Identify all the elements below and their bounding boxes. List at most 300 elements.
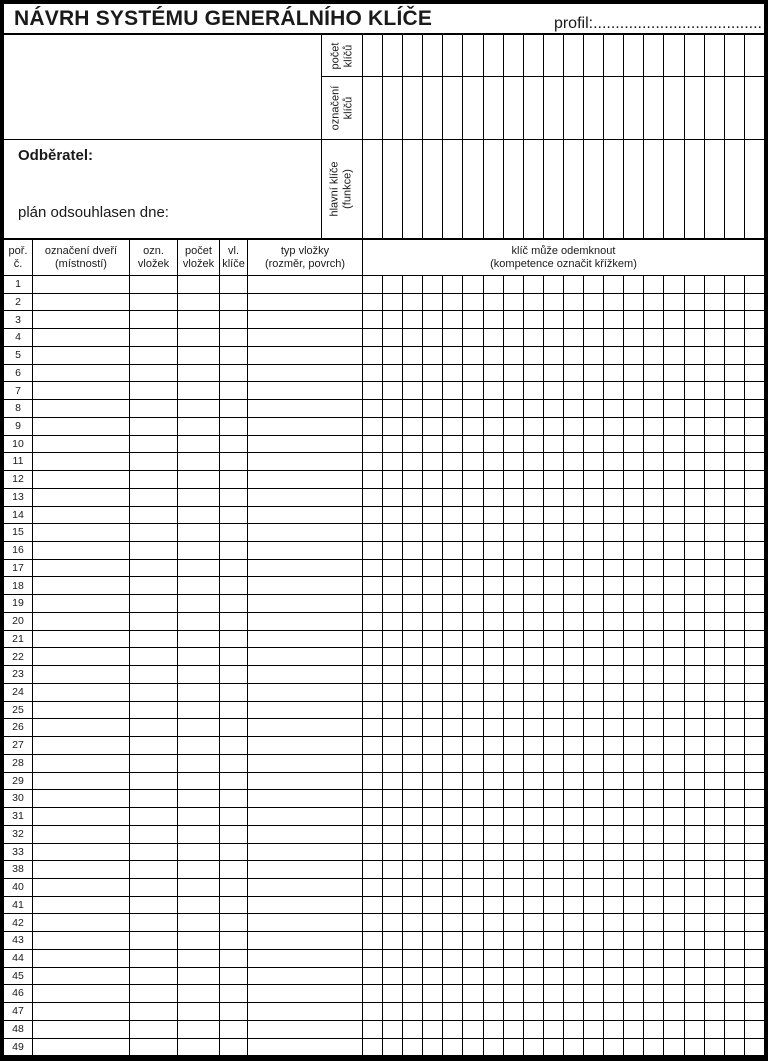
key-matrix-cell: [604, 382, 624, 399]
key-matrix-cell: [423, 932, 443, 949]
cylinder-keys-cell: [220, 418, 248, 435]
key-matrix-cell: [363, 648, 383, 665]
key-matrix-cell: [403, 418, 423, 435]
key-matrix-cell: [624, 648, 644, 665]
key-matrix-cell: [584, 773, 604, 790]
key-matrix-cell: [685, 453, 705, 470]
cylinder-keys-cell: [220, 808, 248, 825]
key-matrix-cell: [664, 968, 684, 985]
key-matrix-cell: [383, 276, 403, 293]
key-matrix-cell: [624, 1003, 644, 1020]
key-matrix-cell: [564, 879, 584, 896]
key-matrix-cell: [584, 471, 604, 488]
table-row: [4, 666, 764, 684]
key-matrix-cell: [544, 453, 564, 470]
key-matrix-cell: [644, 276, 664, 293]
key-matrix-cell: [524, 1039, 544, 1056]
key-matrix-cell: [403, 595, 423, 612]
key-designation-grid: [363, 77, 764, 139]
cylinder-count-cell: [178, 737, 220, 754]
key-matrix-cell: [383, 311, 403, 328]
key-matrix-cell: [564, 808, 584, 825]
key-matrix-cell: [484, 1003, 504, 1020]
key-matrix-cell: [544, 418, 564, 435]
key-matrix-cell: [685, 418, 705, 435]
key-matrix-cell: [443, 140, 463, 238]
key-matrix-cell: [403, 808, 423, 825]
key-matrix-cell: [463, 755, 483, 772]
cylinder-designation-cell: [130, 826, 178, 843]
key-matrix-cell: [463, 684, 483, 701]
column-header-row-number: poř. č.: [4, 240, 33, 275]
key-matrix-cell: [403, 471, 423, 488]
key-matrix-cell: [745, 985, 764, 1002]
key-matrix-cell: [484, 542, 504, 559]
door-designation-cell: [33, 613, 130, 630]
key-matrix-row-grid: [363, 489, 764, 506]
key-matrix-cell: [584, 418, 604, 435]
key-matrix-cell: [705, 577, 725, 594]
cylinder-count-cell: [178, 294, 220, 311]
key-matrix-cell: [705, 932, 725, 949]
key-matrix-row-grid: [363, 932, 764, 949]
key-matrix-cell: [685, 311, 705, 328]
key-matrix-cell: [504, 294, 524, 311]
key-matrix-cell: [524, 968, 544, 985]
row-number-cell: 18: [4, 577, 33, 594]
key-matrix-cell: [604, 294, 624, 311]
cylinder-type-cell: [248, 453, 363, 470]
door-designation-cell: [33, 666, 130, 683]
cylinder-count-cell: [178, 985, 220, 1002]
key-matrix-cell: [524, 684, 544, 701]
row-number-cell: 23: [4, 666, 33, 683]
key-matrix-cell: [624, 702, 644, 719]
key-matrix-cell: [725, 666, 745, 683]
key-matrix-row-grid: [363, 968, 764, 985]
key-matrix-cell: [484, 1039, 504, 1056]
key-matrix-cell: [745, 755, 764, 772]
key-matrix-cell: [423, 400, 443, 417]
key-matrix-cell: [705, 77, 725, 139]
key-matrix-cell: [383, 666, 403, 683]
key-matrix-cell: [504, 35, 524, 76]
title-band: [4, 4, 764, 35]
key-matrix-cell: [484, 276, 504, 293]
key-matrix-row-grid: [363, 453, 764, 470]
key-matrix-cell: [504, 347, 524, 364]
key-matrix-cell: [463, 773, 483, 790]
key-matrix-cell: [705, 382, 725, 399]
cylinder-keys-cell: [220, 507, 248, 524]
key-matrix-cell: [624, 985, 644, 1002]
key-matrix-cell: [745, 861, 764, 878]
door-designation-cell: [33, 365, 130, 382]
key-matrix-cell: [403, 329, 423, 346]
key-matrix-cell: [544, 329, 564, 346]
key-matrix-cell: [383, 489, 403, 506]
key-matrix-cell: [725, 702, 745, 719]
key-matrix-cell: [705, 347, 725, 364]
door-designation-cell: [33, 648, 130, 665]
key-matrix-cell: [363, 453, 383, 470]
key-matrix-cell: [403, 648, 423, 665]
key-matrix-cell: [383, 950, 403, 967]
key-matrix-cell: [705, 613, 725, 630]
key-matrix-cell: [584, 613, 604, 630]
cylinder-type-cell: [248, 382, 363, 399]
key-matrix-cell: [685, 613, 705, 630]
key-matrix-cell: [685, 985, 705, 1002]
key-matrix-cell: [664, 471, 684, 488]
key-matrix-cell: [705, 294, 725, 311]
key-matrix-cell: [423, 347, 443, 364]
key-matrix-cell: [504, 507, 524, 524]
cylinder-count-cell: [178, 826, 220, 843]
key-matrix-cell: [705, 418, 725, 435]
key-matrix-cell: [604, 666, 624, 683]
row-number-cell: 38: [4, 861, 33, 878]
key-matrix-cell: [504, 1003, 524, 1020]
key-matrix-cell: [423, 755, 443, 772]
key-matrix-cell: [664, 1039, 684, 1056]
key-matrix-cell: [604, 471, 624, 488]
key-matrix-cell: [564, 595, 584, 612]
row-number-cell: 20: [4, 613, 33, 630]
key-matrix-cell: [604, 844, 624, 861]
key-matrix-cell: [544, 968, 564, 985]
key-matrix-cell: [745, 702, 764, 719]
key-matrix-row-grid: [363, 648, 764, 665]
key-matrix-cell: [564, 844, 584, 861]
key-matrix-cell: [705, 631, 725, 648]
key-matrix-cell: [544, 932, 564, 949]
key-matrix-cell: [544, 276, 564, 293]
key-matrix-cell: [463, 897, 483, 914]
cylinder-keys-cell: [220, 436, 248, 453]
key-matrix-cell: [443, 77, 463, 139]
key-matrix-cell: [685, 329, 705, 346]
key-matrix-cell: [705, 365, 725, 382]
cylinder-type-cell: [248, 613, 363, 630]
key-matrix-cell: [705, 276, 725, 293]
cylinder-keys-cell: [220, 311, 248, 328]
key-matrix-cell: [664, 140, 684, 238]
cylinder-designation-cell: [130, 276, 178, 293]
key-matrix-cell: [644, 577, 664, 594]
key-matrix-cell: [363, 932, 383, 949]
key-matrix-cell: [544, 1021, 564, 1038]
cylinder-count-cell: [178, 382, 220, 399]
key-matrix-cell: [624, 471, 644, 488]
key-matrix-cell: [544, 879, 564, 896]
key-matrix-cell: [363, 365, 383, 382]
key-matrix-cell: [584, 790, 604, 807]
key-matrix-cell: [725, 294, 745, 311]
key-matrix-cell: [383, 613, 403, 630]
key-matrix-cell: [745, 418, 764, 435]
key-matrix-cell: [484, 914, 504, 931]
key-matrix-cell: [504, 773, 524, 790]
key-matrix-cell: [443, 382, 463, 399]
key-matrix-cell: [443, 489, 463, 506]
cylinder-count-cell: [178, 897, 220, 914]
door-designation-cell: [33, 985, 130, 1002]
key-matrix-cell: [363, 329, 383, 346]
key-matrix-cell: [725, 914, 745, 931]
door-designation-cell: [33, 400, 130, 417]
key-matrix-cell: [644, 702, 664, 719]
key-matrix-cell: [745, 577, 764, 594]
key-matrix-cell: [584, 914, 604, 931]
key-matrix-cell: [604, 773, 624, 790]
cylinder-designation-cell: [130, 489, 178, 506]
key-matrix-cell: [564, 861, 584, 878]
key-matrix-cell: [705, 524, 725, 541]
key-matrix-cell: [544, 844, 564, 861]
door-designation-cell: [33, 542, 130, 559]
key-matrix-cell: [423, 790, 443, 807]
cylinder-designation-cell: [130, 613, 178, 630]
key-matrix-cell: [363, 808, 383, 825]
key-matrix-cell: [544, 524, 564, 541]
cylinder-type-cell: [248, 311, 363, 328]
key-matrix-cell: [403, 826, 423, 843]
main-keys-label-line2: (funkce): [342, 169, 354, 209]
key-matrix-row-grid: [363, 577, 764, 594]
key-matrix-cell: [423, 542, 443, 559]
key-matrix-cell: [403, 897, 423, 914]
key-matrix-cell: [725, 382, 745, 399]
cylinder-keys-cell: [220, 950, 248, 967]
key-matrix-cell: [564, 577, 584, 594]
key-matrix-cell: [564, 560, 584, 577]
key-matrix-cell: [604, 77, 624, 139]
band-key-count: [4, 35, 764, 77]
row-number-cell: 16: [4, 542, 33, 559]
key-matrix-cell: [403, 1003, 423, 1020]
key-matrix-cell: [705, 311, 725, 328]
key-matrix-cell: [504, 879, 524, 896]
key-matrix-cell: [664, 719, 684, 736]
cylinder-designation-cell: [130, 879, 178, 896]
key-matrix-cell: [423, 1039, 443, 1056]
key-matrix-cell: [725, 648, 745, 665]
key-matrix-cell: [624, 418, 644, 435]
key-matrix-cell: [725, 577, 745, 594]
key-matrix-cell: [524, 1021, 544, 1038]
key-matrix-cell: [443, 702, 463, 719]
cylinder-keys-cell: [220, 294, 248, 311]
row-number-cell: 11: [4, 453, 33, 470]
key-matrix-cell: [564, 77, 584, 139]
cylinder-type-cell: [248, 577, 363, 594]
row-number-cell: 4: [4, 329, 33, 346]
key-matrix-cell: [624, 631, 644, 648]
key-matrix-cell: [484, 897, 504, 914]
key-matrix-cell: [564, 932, 584, 949]
key-matrix-cell: [725, 365, 745, 382]
key-matrix-cell: [745, 666, 764, 683]
key-matrix-cell: [705, 684, 725, 701]
key-matrix-cell: [544, 666, 564, 683]
key-matrix-cell: [423, 560, 443, 577]
door-designation-cell: [33, 826, 130, 843]
key-matrix-cell: [443, 400, 463, 417]
key-matrix-cell: [463, 524, 483, 541]
key-matrix-cell: [564, 453, 584, 470]
key-matrix-cell: [484, 613, 504, 630]
key-matrix-cell: [725, 826, 745, 843]
key-matrix-cell: [463, 666, 483, 683]
key-matrix-cell: [705, 471, 725, 488]
cylinder-count-cell: [178, 577, 220, 594]
key-matrix-cell: [363, 914, 383, 931]
cylinder-designation-cell: [130, 471, 178, 488]
key-matrix-cell: [484, 719, 504, 736]
cylinder-count-cell: [178, 932, 220, 949]
key-matrix-cell: [463, 631, 483, 648]
key-matrix-cell: [484, 418, 504, 435]
key-matrix-cell: [604, 985, 624, 1002]
key-matrix-cell: [423, 808, 443, 825]
key-matrix-cell: [363, 294, 383, 311]
key-matrix-cell: [383, 719, 403, 736]
key-matrix-cell: [644, 347, 664, 364]
cylinder-keys-cell: [220, 879, 248, 896]
key-matrix-cell: [685, 542, 705, 559]
key-matrix-cell: [524, 613, 544, 630]
key-matrix-cell: [463, 648, 483, 665]
key-matrix-cell: [725, 1021, 745, 1038]
key-matrix-cell: [463, 418, 483, 435]
table-row: [4, 648, 764, 666]
row-number-cell: 24: [4, 684, 33, 701]
table-row: [4, 684, 764, 702]
key-matrix-cell: [524, 400, 544, 417]
cylinder-keys-cell: [220, 1021, 248, 1038]
key-matrix-cell: [443, 666, 463, 683]
cylinder-designation-cell: [130, 844, 178, 861]
key-matrix-cell: [383, 808, 403, 825]
cylinder-designation-cell: [130, 595, 178, 612]
key-matrix-cell: [745, 1039, 764, 1056]
cylinder-designation-cell: [130, 560, 178, 577]
key-matrix-cell: [705, 35, 725, 76]
key-matrix-cell: [463, 702, 483, 719]
key-matrix-cell: [484, 666, 504, 683]
cylinder-count-cell: [178, 1039, 220, 1056]
key-matrix-cell: [524, 932, 544, 949]
key-matrix-cell: [383, 879, 403, 896]
key-matrix-row-grid: [363, 950, 764, 967]
row-number-cell: 7: [4, 382, 33, 399]
table-row: [4, 347, 764, 365]
door-designation-cell: [33, 577, 130, 594]
key-matrix-cell: [403, 985, 423, 1002]
door-designation-cell: [33, 773, 130, 790]
key-matrix-cell: [725, 77, 745, 139]
key-matrix-cell: [685, 932, 705, 949]
key-matrix-cell: [685, 737, 705, 754]
cylinder-designation-cell: [130, 631, 178, 648]
key-matrix-cell: [484, 436, 504, 453]
key-matrix-cell: [383, 648, 403, 665]
key-matrix-cell: [484, 35, 504, 76]
key-matrix-cell: [624, 294, 644, 311]
key-matrix-cell: [584, 276, 604, 293]
key-matrix-cell: [685, 826, 705, 843]
key-matrix-cell: [664, 773, 684, 790]
key-matrix-cell: [524, 365, 544, 382]
key-matrix-cell: [604, 329, 624, 346]
key-matrix-cell: [524, 719, 544, 736]
key-matrix-cell: [504, 524, 524, 541]
key-matrix-cell: [705, 329, 725, 346]
key-matrix-cell: [705, 542, 725, 559]
door-designation-cell: [33, 418, 130, 435]
cylinder-designation-cell: [130, 684, 178, 701]
key-matrix-cell: [725, 489, 745, 506]
key-matrix-cell: [463, 985, 483, 1002]
key-matrix-cell: [664, 613, 684, 630]
key-matrix-cell: [423, 897, 443, 914]
cylinder-count-cell: [178, 560, 220, 577]
key-matrix-cell: [403, 684, 423, 701]
key-matrix-cell: [484, 453, 504, 470]
key-matrix-cell: [564, 914, 584, 931]
key-matrix-cell: [423, 35, 443, 76]
key-matrix-cell: [423, 844, 443, 861]
key-matrix-cell: [725, 755, 745, 772]
key-matrix-cell: [383, 560, 403, 577]
key-matrix-cell: [403, 507, 423, 524]
key-matrix-cell: [443, 684, 463, 701]
key-matrix-cell: [363, 140, 383, 238]
door-designation-cell: [33, 347, 130, 364]
key-matrix-cell: [363, 897, 383, 914]
cylinder-designation-cell: [130, 418, 178, 435]
key-matrix-cell: [705, 844, 725, 861]
key-matrix-cell: [584, 542, 604, 559]
key-matrix-cell: [383, 524, 403, 541]
key-matrix-cell: [705, 560, 725, 577]
key-matrix-cell: [504, 382, 524, 399]
key-matrix-cell: [423, 613, 443, 630]
key-matrix-cell: [664, 542, 684, 559]
key-matrix-cell: [504, 968, 524, 985]
key-matrix-cell: [524, 773, 544, 790]
key-matrix-cell: [725, 844, 745, 861]
key-matrix-cell: [463, 808, 483, 825]
door-designation-cell: [33, 507, 130, 524]
key-matrix-cell: [403, 524, 423, 541]
cylinder-count-cell: [178, 311, 220, 328]
key-matrix-cell: [423, 382, 443, 399]
key-matrix-row-grid: [363, 879, 764, 896]
cylinder-count-cell: [178, 1021, 220, 1038]
key-matrix-cell: [644, 879, 664, 896]
key-matrix-cell: [383, 1021, 403, 1038]
key-matrix-cell: [504, 365, 524, 382]
key-matrix-cell: [403, 861, 423, 878]
cylinder-count-cell: [178, 648, 220, 665]
key-matrix-cell: [664, 631, 684, 648]
column-header-key-matrix: klíč může odemknout (kompetence označit křížkem): [490, 244, 637, 270]
row-number-cell: 47: [4, 1003, 33, 1020]
key-matrix-cell: [564, 631, 584, 648]
key-matrix-row-grid: [363, 914, 764, 931]
